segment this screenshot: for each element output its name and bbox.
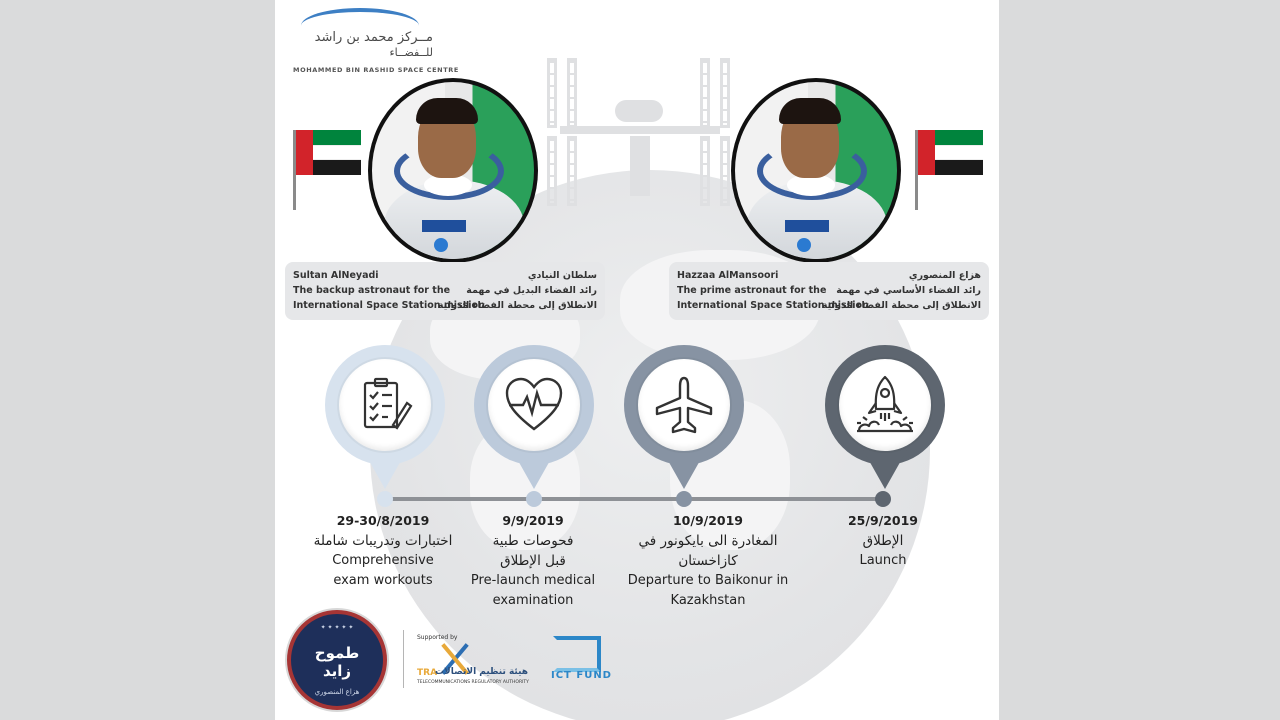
timeline-label-launch: [783, 511, 983, 571]
astronaut-portrait-hazzaa: [731, 78, 901, 263]
timeline-label-medical: [433, 511, 633, 611]
logo-arabic-line2: للــفضــاء: [389, 46, 433, 59]
timeline-arabic: الإطلاق: [862, 533, 904, 549]
mission-title: طموح: [314, 644, 360, 662]
timeline-dot: [377, 491, 393, 507]
astronaut-role-ar: الانطلاق إلى محطة الفضاء الدولية: [821, 300, 981, 311]
timeline-date: 29-30/8/2019: [336, 513, 430, 528]
footer-divider: [403, 630, 404, 688]
checklist-icon: [355, 375, 415, 435]
astronaut-name-en: Hazzaa AlMansoori: [677, 270, 779, 281]
infographic-poster: [275, 0, 999, 720]
airplane-icon: [653, 374, 715, 436]
timeline-dot: [526, 491, 542, 507]
left-margin: [0, 0, 275, 720]
astronaut-role-ar: الانطلاق إلى محطة الفضاء الدولية: [437, 300, 597, 311]
astronaut-role-en: The prime astronaut for the: [677, 285, 827, 296]
tra-english: TELECOMMUNICATIONS REGULATORY AUTHORITY: [417, 680, 529, 685]
uae-flag-icon: [915, 130, 983, 175]
space-station-icon: [545, 58, 735, 248]
mission-patch-logo: [287, 610, 387, 710]
timeline-english: Departure to Baikonur in: [627, 573, 789, 588]
astronaut-name-en: Sultan AlNeyadi: [293, 270, 379, 281]
logo-arc: [301, 8, 419, 28]
astronaut-caption-sultan: [285, 262, 605, 320]
timeline-english: Kazakhstan: [670, 593, 746, 608]
timeline-english: examination: [492, 593, 574, 608]
mbrsc-logo: [293, 8, 459, 74]
timeline-pin-launch: [825, 345, 945, 495]
timeline-pin-medical: [474, 345, 594, 495]
timeline-arabic: فحوصات طبية: [492, 533, 574, 549]
timeline-english: exam workouts: [333, 573, 433, 588]
timeline-arabic: اختبارات وتدريبات شاملة: [313, 533, 453, 549]
timeline-english: Comprehensive: [332, 553, 434, 568]
tra-logo: [415, 634, 529, 694]
astronaut-role-en: The backup astronaut for the: [293, 285, 451, 296]
tra-abbr: TRA: [417, 668, 438, 678]
tra-arabic: هيئة تنظيم الاتصالات: [435, 667, 529, 677]
timeline-date: 10/9/2019: [672, 513, 743, 528]
timeline-english: Launch: [859, 553, 907, 568]
timeline-dot: [676, 491, 692, 507]
astronaut-caption-hazzaa: [669, 262, 989, 320]
timeline-arabic: قبل الإطلاق: [500, 553, 566, 569]
astronaut-name-ar: هزاع المنصوري: [908, 270, 981, 281]
timeline-line: [385, 497, 885, 501]
supported-by-label: Supported by: [417, 634, 458, 641]
ict-fund-logo: [547, 636, 617, 692]
astronaut-role-ar: رائد الفضاء البديل في مهمة: [466, 285, 597, 296]
timeline-arabic: المغادرة الى بايكونور في: [638, 533, 778, 549]
heart-pulse-icon: [503, 375, 565, 435]
timeline-english: Pre-launch medical: [470, 573, 596, 588]
astronaut-name-ar: سلطان النيادي: [527, 270, 597, 281]
astronaut-role-ar: رائد الفضاء الأساسي في مهمة: [836, 285, 981, 296]
uae-flag-icon: [293, 130, 361, 175]
logo-arabic-line1: مــركز محمد بن راشد: [314, 30, 433, 45]
timeline-arabic: كازاخستان: [678, 553, 738, 569]
timeline-label-departure: [608, 511, 808, 611]
timeline-pin-training: [325, 345, 445, 495]
timeline-dot: [875, 491, 891, 507]
stars-decoration: ✦ ✦ ✦ ✦ ✦: [320, 624, 354, 631]
timeline-pin-departure: [624, 345, 744, 495]
astronaut-portrait-sultan: [368, 78, 538, 263]
astronaut-role-en: International Space Station mission: [677, 300, 869, 311]
right-margin: [999, 0, 1280, 720]
ict-wordmark: ICT FUND: [551, 670, 612, 681]
timeline-date: 25/9/2019: [847, 513, 918, 528]
mission-title: زايد: [322, 662, 352, 680]
mission-bottom-text: هزاع المنصوري: [314, 688, 360, 696]
timeline-date: 9/9/2019: [502, 513, 564, 528]
rocket-launch-icon: [853, 373, 917, 437]
astronaut-role-en: International Space Station mission: [293, 300, 485, 311]
ict-mark-icon: [553, 636, 601, 672]
logo-english: MOHAMMED BIN RASHID SPACE CENTRE: [293, 66, 459, 74]
